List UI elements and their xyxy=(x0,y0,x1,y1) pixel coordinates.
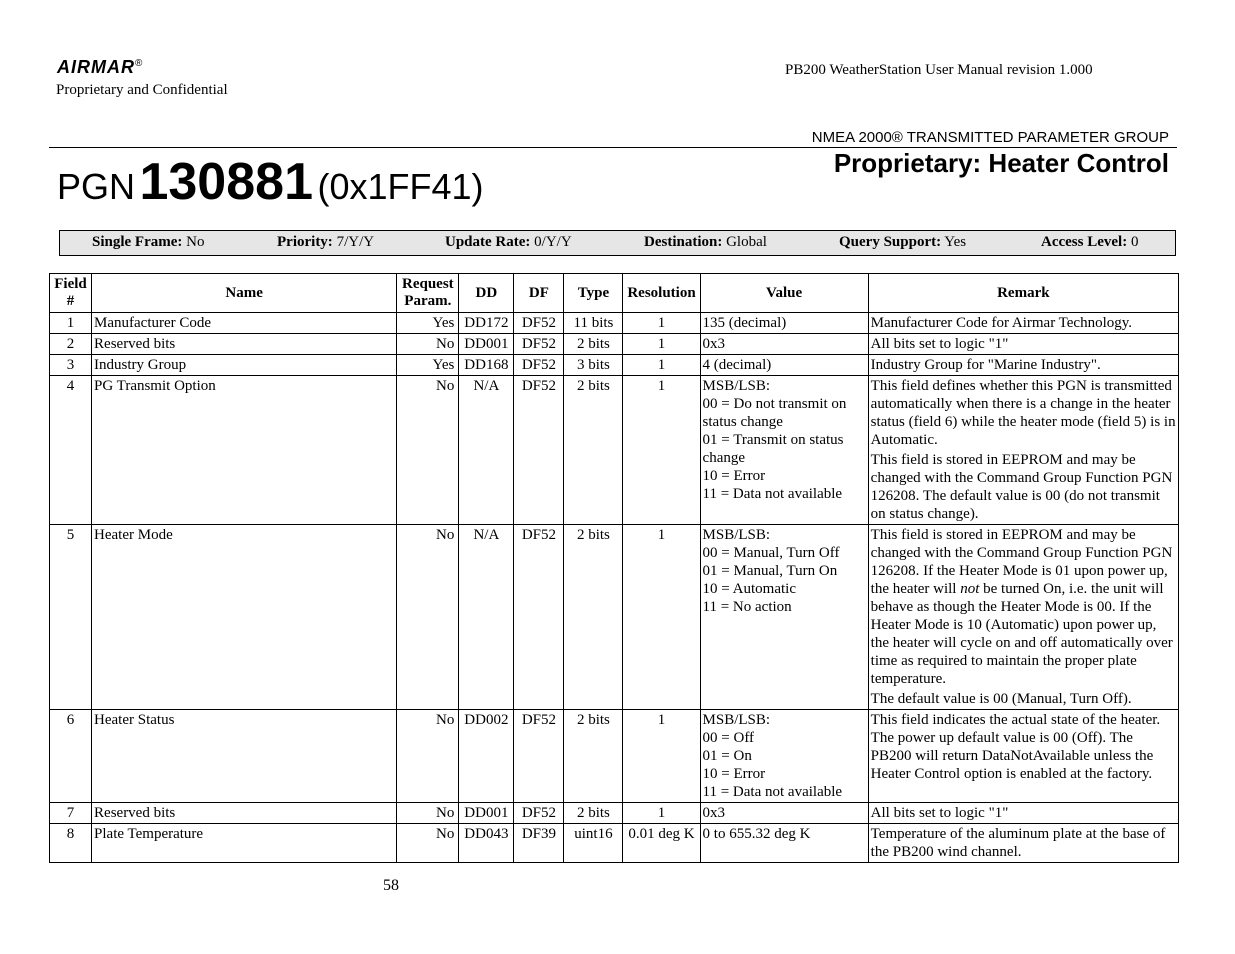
pgn-number: 130881 xyxy=(139,153,313,211)
cell-type: 2 bits xyxy=(564,334,623,355)
table-row xyxy=(50,710,1179,803)
airmar-logo: AIRMAR® xyxy=(57,57,144,77)
cell-df: DF52 xyxy=(514,313,564,334)
cell-field: 6 xyxy=(50,710,92,803)
cell-value xyxy=(700,525,868,710)
value-line: 01 = On xyxy=(702,748,752,764)
table-header-row xyxy=(50,274,1179,313)
value-line: 00 = Off xyxy=(702,730,755,746)
cell-request: No xyxy=(397,803,459,824)
cell-type: 2 bits xyxy=(564,710,623,803)
cell-value: 0x3 xyxy=(700,334,868,355)
table-row xyxy=(50,824,1179,863)
table-row xyxy=(50,313,1179,334)
cell-remark: All bits set to logic "1" xyxy=(868,803,1178,824)
table-row xyxy=(50,355,1179,376)
table-row xyxy=(50,376,1179,525)
cell-name: Reserved bits xyxy=(92,803,397,824)
cell-resolution: 1 xyxy=(623,313,700,334)
pgn-heading xyxy=(57,152,484,212)
cell-df: DF52 xyxy=(514,334,564,355)
cell-type: 2 bits xyxy=(564,803,623,824)
cell-request: No xyxy=(397,376,459,525)
cell-dd: DD043 xyxy=(459,824,514,863)
cell-remark: This field indicates the actual state of the heater. The power up default value is 00 (Off). The PB200 will return DataNotAvailable unless the Heater Control option is enabled at the factory. xyxy=(868,710,1178,803)
cell-name: Plate Temperature xyxy=(92,824,397,863)
pgn-info-bar xyxy=(59,230,1176,256)
emphasis-not: not xyxy=(960,581,980,597)
cell-value xyxy=(700,710,868,803)
cell-name: Heater Mode xyxy=(92,525,397,710)
value-line: 10 = Error xyxy=(702,766,766,782)
cell-name: Reserved bits xyxy=(92,334,397,355)
cell-value: 4 (decimal) xyxy=(700,355,868,376)
header-value: Value xyxy=(700,274,868,313)
cell-df: DF52 xyxy=(514,525,564,710)
header-type: Type xyxy=(564,274,623,313)
cell-resolution: 1 xyxy=(623,334,700,355)
page-number: 58 xyxy=(383,877,399,894)
table-row xyxy=(50,803,1179,824)
cell-resolution: 1 xyxy=(623,525,700,710)
value-line: 11 = Data not available xyxy=(702,486,843,502)
value-line: 11 = No action xyxy=(702,599,792,615)
cell-resolution: 0.01 deg K xyxy=(623,824,700,863)
pg-category: NMEA 2000® TRANSMITTED PARAMETER GROUP xyxy=(811,129,1169,146)
cell-resolution: 1 xyxy=(623,803,700,824)
manual-title: PB200 WeatherStation User Manual revision 1.000 xyxy=(785,62,1093,78)
cell-type: 2 bits xyxy=(564,376,623,525)
field-table xyxy=(49,273,1179,863)
cell-request: Yes xyxy=(397,313,459,334)
cell-type: 3 bits xyxy=(564,355,623,376)
remark-paragraph: This field is stored in EEPROM and may be changed with the Command Group Function PGN 126208. The default value is 00 (do not transmit on status change). xyxy=(870,452,1173,522)
value-line: MSB/LSB: xyxy=(702,527,771,543)
cell-dd: DD172 xyxy=(459,313,514,334)
cell-resolution: 1 xyxy=(623,355,700,376)
update-rate-info: Update Rate: 0/Y/Y xyxy=(445,234,572,250)
pg-title: Proprietary: Heater Control xyxy=(833,148,1169,178)
cell-dd: DD001 xyxy=(459,803,514,824)
remark-paragraph: This field defines whether this PGN is transmitted automatically when there is a change in the heater status (field 6) while the heater mode (field 5) is in Automatic. xyxy=(870,378,1176,448)
cell-field: 8 xyxy=(50,824,92,863)
cell-dd: DD001 xyxy=(459,334,514,355)
cell-request: Yes xyxy=(397,355,459,376)
remark-paragraph: This field is stored in EEPROM and may be changed with the Command Group Function PGN 126208. If the Heater Mode is 01 upon power up, the heater will not be turned On, i.e. the unit will behave as though the Heater Mode is 00. If the Heater Mode is 10 (Automatic) upon power up, the heater will cycle on and off automatically over time as required to maintain the proper plate temperature. xyxy=(870,527,1173,687)
query-support-info: Query Support: Yes xyxy=(839,234,967,250)
registered-mark: ® xyxy=(135,58,144,69)
single-frame-info: Single Frame: No xyxy=(92,234,205,250)
value-line: 11 = Data not available xyxy=(702,784,843,800)
cell-field: 1 xyxy=(50,313,92,334)
cell-remark: Manufacturer Code for Airmar Technology. xyxy=(868,313,1178,334)
cell-resolution: 1 xyxy=(623,376,700,525)
cell-field: 7 xyxy=(50,803,92,824)
destination-info: Destination: Global xyxy=(644,234,767,250)
header-dd: DD xyxy=(459,274,514,313)
cell-df: DF52 xyxy=(514,355,564,376)
cell-dd: N/A xyxy=(459,525,514,710)
cell-value: 135 (decimal) xyxy=(700,313,868,334)
cell-df: DF52 xyxy=(514,376,564,525)
cell-remark: Industry Group for "Marine Industry". xyxy=(868,355,1178,376)
cell-field: 5 xyxy=(50,525,92,710)
value-line: 01 = Transmit on status change xyxy=(702,432,844,466)
cell-remark xyxy=(868,525,1178,710)
cell-name: Heater Status xyxy=(92,710,397,803)
header-remark: Remark xyxy=(868,274,1178,313)
access-level-info: Access Level: 0 xyxy=(1041,234,1139,250)
pgn-hex: (0x1FF41) xyxy=(317,166,484,207)
cell-dd: DD002 xyxy=(459,710,514,803)
cell-remark xyxy=(868,376,1178,525)
cell-remark: All bits set to logic "1" xyxy=(868,334,1178,355)
cell-request: No xyxy=(397,334,459,355)
cell-name: PG Transmit Option xyxy=(92,376,397,525)
cell-dd: N/A xyxy=(459,376,514,525)
cell-value xyxy=(700,376,868,525)
cell-request: No xyxy=(397,525,459,710)
cell-type: 2 bits xyxy=(564,525,623,710)
cell-field: 3 xyxy=(50,355,92,376)
pgn-prefix: PGN xyxy=(57,166,136,207)
value-line: 01 = Manual, Turn On xyxy=(702,563,838,579)
cell-df: DF52 xyxy=(514,710,564,803)
remark-paragraph: The default value is 00 (Manual, Turn Off). xyxy=(870,691,1132,707)
cell-request: No xyxy=(397,710,459,803)
value-line: MSB/LSB: xyxy=(702,378,771,394)
cell-name: Industry Group xyxy=(92,355,397,376)
cell-type: uint16 xyxy=(564,824,623,863)
cell-field: 4 xyxy=(50,376,92,525)
cell-request: No xyxy=(397,824,459,863)
cell-value: 0 to 655.32 deg K xyxy=(700,824,868,863)
cell-value: 0x3 xyxy=(700,803,868,824)
cell-resolution: 1 xyxy=(623,710,700,803)
cell-name: Manufacturer Code xyxy=(92,313,397,334)
header-resolution: Resolution xyxy=(623,274,700,313)
cell-field: 2 xyxy=(50,334,92,355)
priority-info: Priority: 7/Y/Y xyxy=(277,234,375,250)
header-name: Name xyxy=(92,274,397,313)
value-line: 00 = Manual, Turn Off xyxy=(702,545,840,561)
value-line: 10 = Automatic xyxy=(702,581,796,597)
cell-remark: Temperature of the aluminum plate at the base of the PB200 wind channel. xyxy=(868,824,1178,863)
cell-df: DF52 xyxy=(514,803,564,824)
header-df: DF xyxy=(514,274,564,313)
cell-type: 11 bits xyxy=(564,313,623,334)
header-field: Field # xyxy=(50,274,92,313)
table-row xyxy=(50,334,1179,355)
value-line: MSB/LSB: xyxy=(702,712,771,728)
confidential-note: Proprietary and Confidential xyxy=(56,82,228,98)
table-row xyxy=(50,525,1179,710)
cell-df: DF39 xyxy=(514,824,564,863)
cell-dd: DD168 xyxy=(459,355,514,376)
value-line: 10 = Error xyxy=(702,468,766,484)
header-request: Request Param. xyxy=(397,274,459,313)
value-line: 00 = Do not transmit on status change xyxy=(702,396,847,430)
